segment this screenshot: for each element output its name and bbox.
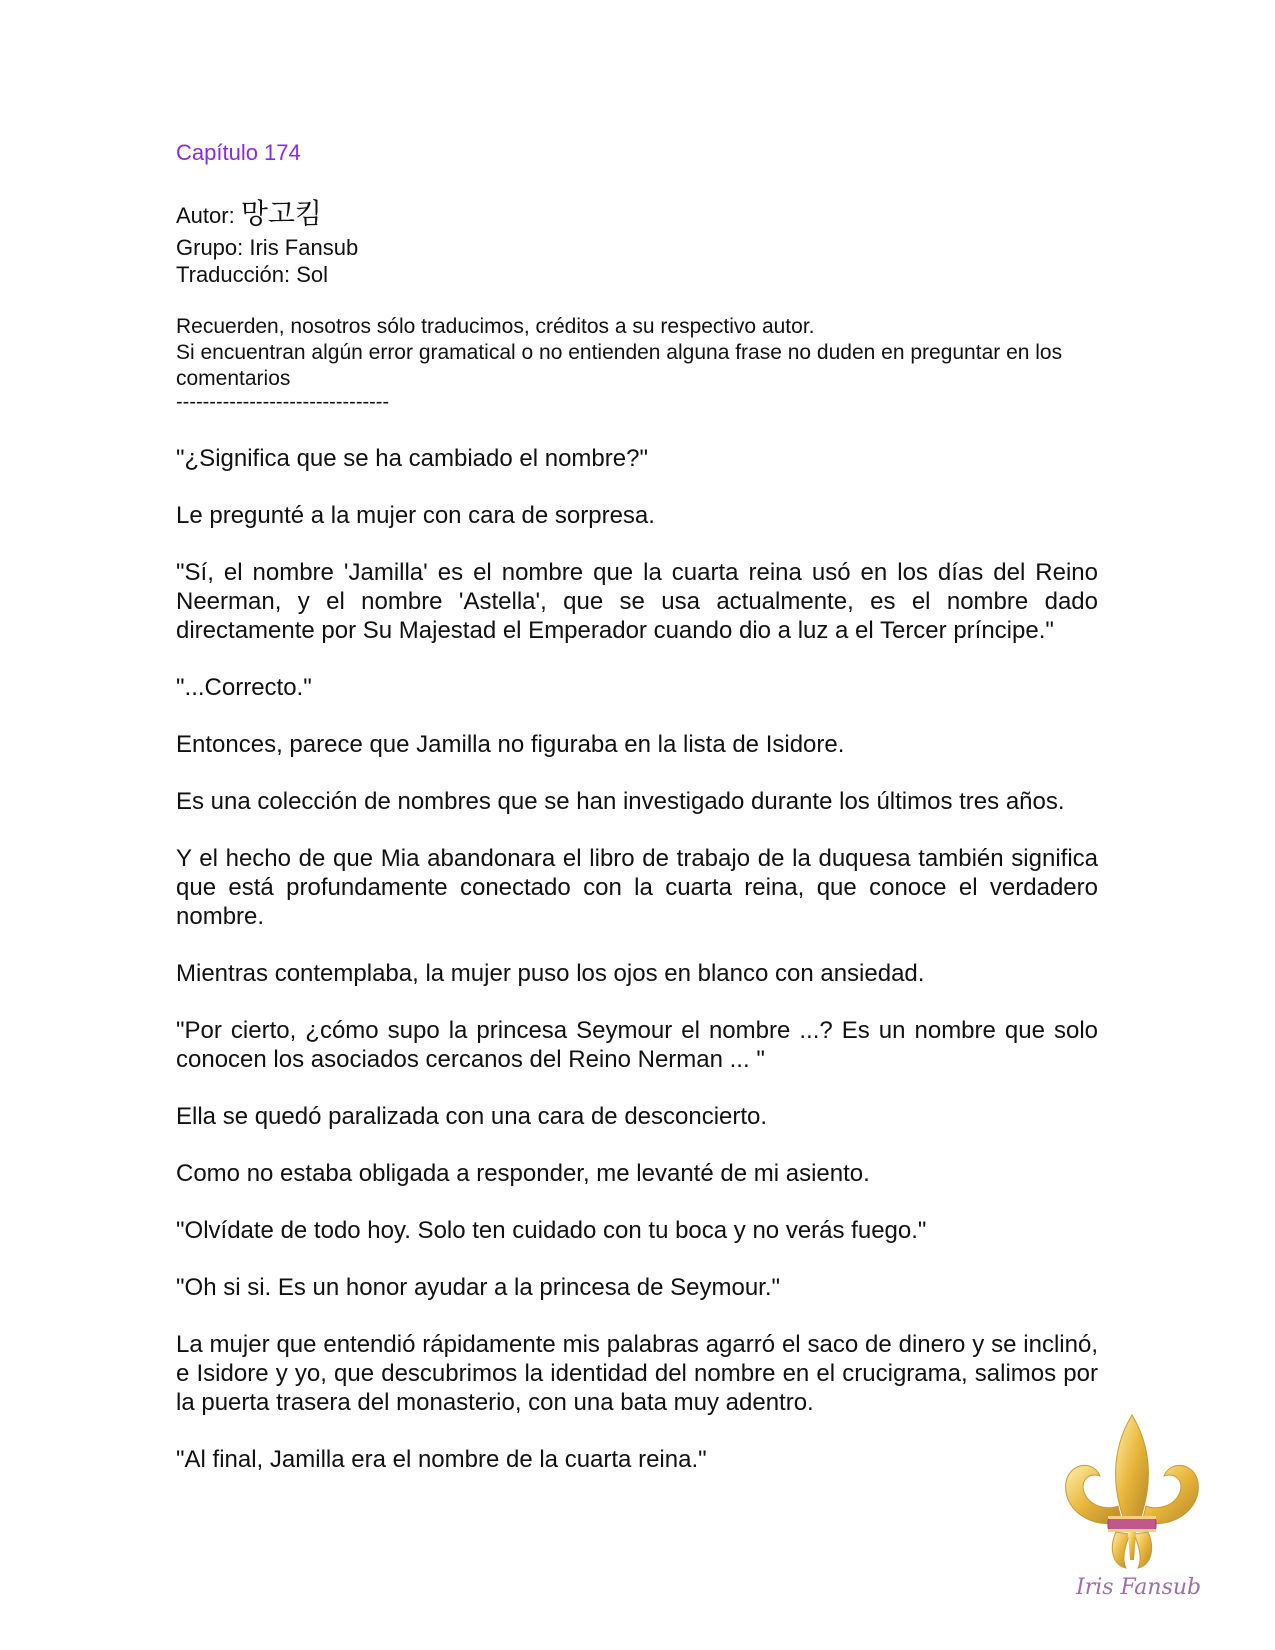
paragraph: "Sí, el nombre 'Jamilla' es el nombre que la cuarta reina usó en los días del Reino Neerman, y el nombre 'Astella', que se usa actualmente, es el nombre dado directamente por Su Majestad el Emperador cuando dio a luz a el Tercer príncipe.": [176, 559, 1098, 644]
group-line: Grupo: Iris Fansub: [176, 235, 359, 260]
author-name: 망고킴: [240, 198, 322, 229]
notice-line-1: Recuerden, nosotros sólo traducimos, créditos a su respectivo autor.: [176, 315, 815, 338]
chapter-title: Capítulo 174: [176, 140, 301, 165]
author-line: [176, 196, 1098, 234]
paragraph: "Por cierto, ¿cómo supo la princesa Seymour el nombre ...? Es un nombre que solo conocen los asociados cercanos del Reino Nerman ... ": [176, 1017, 1098, 1073]
paragraph: Como no estaba obligada a responder, me levanté de mi asiento.: [176, 1160, 870, 1187]
paragraph: Mientras contemplaba, la mujer puso los ojos en blanco con ansiedad.: [176, 960, 925, 987]
paragraph: Ella se quedó paralizada con una cara de desconcierto.: [176, 1103, 768, 1130]
paragraph: Entonces, parece que Jamilla no figuraba en la lista de Isidore.: [176, 731, 845, 758]
translation-line: Traducción: Sol: [176, 262, 329, 287]
paragraph: La mujer que entendió rápidamente mis palabras agarró el saco de dinero y se inclinó, e Isidore y yo, que descubrimos la identidad del nombre en el crucigrama, salimos por la puerta trasera del monasterio, con una bata muy adentro.: [176, 1331, 1098, 1416]
notice-line-2: Si encuentran algún error gramatical o no entienden alguna frase no duden en preguntar en los comentarios: [176, 341, 1063, 390]
credits-block: [176, 196, 1098, 288]
paragraph: Y el hecho de que Mia abandonara el libro de trabajo de la duquesa también significa que está profundamente conectado con la cuarta reina, que conoce el verdadero nombre.: [176, 845, 1098, 930]
author-label: Autor:: [176, 203, 241, 228]
paragraph: "Oh si si. Es un honor ayudar a la princesa de Seymour.": [176, 1274, 781, 1301]
paragraph: Le pregunté a la mujer con cara de sorpresa.: [176, 502, 655, 529]
separator: --------------------------------: [176, 391, 390, 413]
notice-block: [176, 314, 1098, 412]
watermark-text: Iris Fansub: [1076, 1575, 1202, 1600]
paragraph: "Olvídate de todo hoy. Solo ten cuidado con tu boca y no verás fuego.": [176, 1217, 927, 1244]
paragraph: "Al final, Jamilla era el nombre de la cuarta reina.": [176, 1446, 707, 1473]
paragraph: "...Correcto.": [176, 674, 312, 701]
paragraph: "¿Significa que se ha cambiado el nombre?": [176, 445, 648, 472]
document-page: [176, 140, 1098, 1502]
chapter-body: [176, 444, 1098, 1474]
paragraph: Es una colección de nombres que se han investigado durante los últimos tres años.: [176, 788, 1065, 815]
